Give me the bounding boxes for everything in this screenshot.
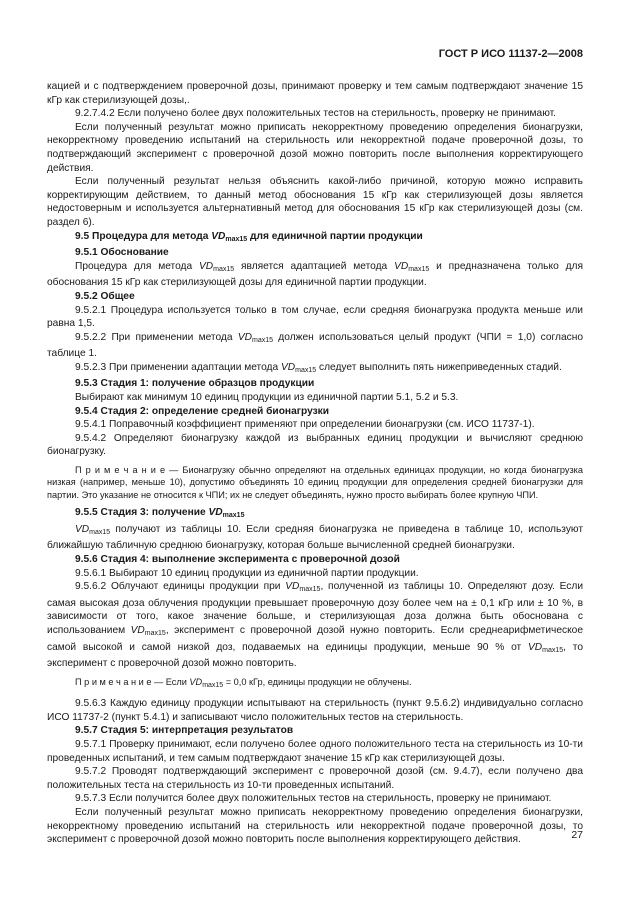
- note: П р и м е ч а н и е — Если $VD_{max15} = 0,0$ кГр, единицы продукции не облучены.: [75, 676, 412, 689]
- paragraph: $VD_{max15}$ получают из таблицы 10. Если средняя бионагрузка не приведена в таблице 10, используют ближайшую табличную среднюю бионагрузку, которая больше вычисленной средней бионагрузки.: [47, 523, 583, 552]
- section-heading-9-5-4: 9.5.4 Стадия 2: определение средней бионагрузки: [75, 405, 330, 417]
- section-heading-9-5-3: 9.5.3 Стадия 1: получение образцов продукции: [75, 378, 315, 390]
- page-header: ГОСТ Р ИСО 11137-2—2008: [438, 48, 583, 60]
- paragraph: 9.5.4.2 Определяют бионагрузку каждой из выбранных единиц продукции и вычисляют среднюю бионагрузку.: [47, 432, 583, 458]
- section-heading-9-5-2: 9.5.2 Общее: [75, 290, 135, 302]
- paragraph: 9.5.4.1 Поправочный коэффициент применяют при определении бионагрузки (см. ИСО 11737-1).: [75, 419, 535, 431]
- section-heading-9-5: 9.5 Процедура для метода $VD_{max15}$ для единичной партии продукции: [75, 230, 423, 243]
- paragraph: 9.5.7.2 Проводят подтверждающий эксперимент с проверочной дозой (см. 9.4.7), если получено два положительных теста на стерильность из 10-ти проведенных испытаний.: [47, 766, 583, 791]
- paragraph: 9.5.6.1 Выбирают 10 единиц продукции из единичной партии продукции.: [75, 567, 419, 579]
- section-heading-9-5-1: 9.5.1 Обоснование: [75, 247, 169, 259]
- paragraph: 9.5.2.2 При применении метода $VD_{max15}$ должен использоваться целый продукт (ЧПИ = 1,0) согласно таблице 1.: [47, 331, 583, 360]
- section-heading-9-5-6: 9.5.6 Стадия 4: выполнение эксперимента с проверочной дозой: [75, 554, 400, 566]
- paragraph: Выбирают как минимум 10 единиц продукции из единичной партии 5.1, 5.2 и 5.3.: [75, 392, 459, 404]
- paragraph: 9.5.7.3 Если получится более двух положительных тестов на стерильность, проверку не принимают.: [75, 793, 552, 805]
- paragraph: 9.5.6.2 Облучают единицы продукции при $VD_{max15}$, полученной из таблицы 10. Определяют дозу. Если самая высокая доза облучения продукции превышает проверочную дозу более чем на ± 0,1 кГр или ± 10 %, в зависимости от того, какое значение больше, и стерилизующая доза должна быть обоснована с использованием $VD_{max15}$, эксперимент с проверочной дозой нужно повторить. Если среднеарифметическое самой высокой и самой низкой доз, подаваемых на единицы продукции, меньше 90 % от $VD_{max15}$, то эксперимент с проверочной дозой можно повторить.: [47, 581, 584, 670]
- section-heading-9-5-7: 9.5.7 Стадия 5: интерпретация результатов: [75, 725, 294, 737]
- document-body: [47, 80, 583, 847]
- note: П р и м е ч а н и е — Бионагрузку обычно определяют на отдельных единицах продукции, но когда бионагрузка низкая (например, меньше 10), допустимо объединять 10 единиц продукции для определения средней бионагрузки для партии. Это указание не относится к ЧПИ; их не следует объединять, нужно просто выбирать более крупную ЧПИ.: [47, 465, 583, 500]
- paragraph: Если полученный результат можно приписать некорректному проведению определения бионагрузки, некорректному проведению испытаний на стерильность или некорректной подаче проверочной дозы, то подтверждающий эксперимент с проверочной дозой можно повторить после выполнения корректирующего действия.: [47, 121, 583, 174]
- paragraph: 9.5.6.3 Каждую единицу продукции испытывают на стерильность (пункт 9.5.6.2) индивидуально согласно ИСО 11737-2 (пункт 5.4.1) и записывают число положительных тестов на стерильность.: [47, 698, 583, 723]
- paragraph: Если полученный результат можно приписать некорректному проведению определения бионагрузки, некорректному проведению испытаний на стерильность или некорректной подаче проверочной дозы, то эксперимент с проверочной дозой можно повторить после выполнения корректирующего действия.: [47, 806, 583, 846]
- paragraph: Если полученный результат нельзя объяснить какой-либо причиной, которую можно исправить корректирующим действием, то данный метод обоснования 15 кГр как стерилизующей дозы является недостоверным и используется альтернативный метод для обоснования 15 кГр как стерилизующей дозы (см. раздел 6).: [47, 176, 583, 228]
- paragraph: кацией и с подтверждением проверочной дозы, принимают проверку и тем самым подтверждают значение 15 кГр как стерилизующей дозы,.: [47, 81, 583, 106]
- paragraph: Процедура для метода $VD_{max15}$ является адаптацией метода $VD_{max15}$ и предназначена только для обоснования 15 кГр как стерилизующей дозы для единичной партии продукции.: [47, 260, 583, 289]
- page-number: 27: [571, 829, 583, 841]
- paragraph: 9.5.2.3 При применении адаптации метода $VD_{max15}$ следует выполнить пять нижеприведенных стадий.: [75, 361, 562, 374]
- section-heading-9-5-5: 9.5.5 Стадия 3: получение $VD_{max15}$: [75, 507, 245, 520]
- paragraph: 9.5.2.1 Процедура используется только в том случае, если средняя бионагрузка продукта меньше или равна 1,5.: [47, 304, 583, 330]
- paragraph: 9.2.7.4.2 Если получено более двух положительных тестов на стерильность, проверку не принимают.: [75, 108, 556, 120]
- paragraph: 9.5.7.1 Проверку принимают, если получено более одного положительного теста на стерильность из 10-ти проведенных испытаний, и тем самым подтверждают значение 15 кГр как стерилизующей дозы.: [47, 738, 583, 764]
